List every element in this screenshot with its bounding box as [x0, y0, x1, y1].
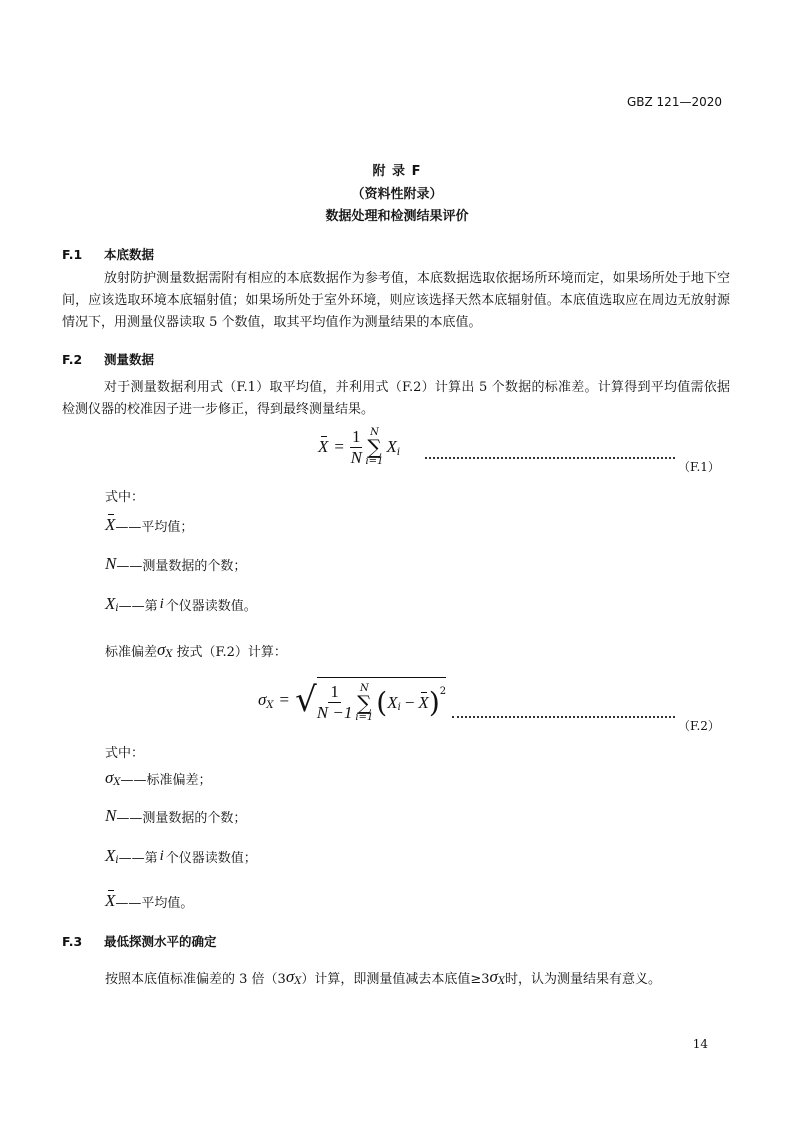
x-symbol: X [386, 437, 397, 456]
x-subscript: i [115, 854, 119, 866]
section-number: F.2 [62, 352, 83, 367]
definition-text: ——测量数据的个数； [116, 810, 247, 826]
section-f1-body: 放射防护测量数据需附有相应的本底数据作为参考值，本底数据选取依据场所环境而定，如果场所处于地下空间，应该选取环境本底辐射值；如果场所处于室外环境，则应该选择天然本底辐射值。本底值选取应在周边无放射源情况下，用测量仪器读取 5 个数值，取其平均值作为测量结果的本底值。 [62, 271, 730, 330]
denominator: N [350, 447, 362, 467]
sqrt-sign: √ [295, 680, 317, 720]
definition-text: 个仪器读数值； [165, 850, 257, 866]
sigma-subscript: X [113, 776, 121, 788]
fraction [350, 427, 363, 468]
definition-text: ——第 [118, 850, 158, 866]
sigma-subscript: X [266, 699, 274, 711]
definition-text: ——测量数据的个数； [116, 558, 247, 574]
definition-text: ——第 [118, 598, 158, 614]
appendix-title: 数据处理和检测结果评价 [325, 209, 469, 224]
sigma-subscript: X [294, 975, 302, 987]
appendix-type: （资料性附录） [351, 187, 443, 202]
x-subscript: i [397, 702, 401, 713]
sigma-symbol: σ [285, 967, 295, 986]
x-bar-symbol: X [318, 437, 329, 456]
leader-dots [452, 716, 675, 718]
x-subscript: i [396, 446, 401, 458]
section-f3-body [105, 967, 661, 987]
x-bar-symbol: X [418, 692, 429, 712]
i-symbol: i [159, 847, 164, 864]
definition-text: ——平均值； [115, 519, 194, 535]
definition-n [105, 806, 246, 826]
document-code: GBZ 121—2020 [626, 95, 722, 109]
sigma-symbol: σ [258, 690, 267, 709]
definition-text: ——标准偏差； [120, 772, 212, 788]
x-bar-symbol: X [105, 515, 116, 534]
definition-xbar [105, 891, 193, 911]
equals-sign: = [334, 437, 344, 456]
section-number: F.1 [62, 247, 83, 262]
summation [365, 427, 383, 467]
section-title: 测量数据 [104, 352, 155, 367]
where-label: 式中： [105, 490, 145, 505]
sum-sign: ∑ [357, 690, 372, 715]
section-f2-body: 对于测量数据利用式（F.1）取平均值，并利用式（F.2）计算出 5 个数据的标准差。计算得到平均值需依据检测仪器的校准因子进一步修正，得到最终测量结果。 [62, 380, 730, 417]
definition-text: ——平均值。 [115, 895, 194, 911]
sigma-subscript: X [497, 975, 506, 987]
equation-f2 [258, 672, 446, 728]
sum-lower: i=1 [365, 456, 384, 467]
definition-n [105, 554, 246, 574]
denominator: N −1 [316, 703, 353, 722]
page-number: 14 [692, 1037, 708, 1051]
std-intro [105, 640, 287, 660]
sqrt-content [317, 677, 446, 723]
sigma-symbol: σ [157, 640, 166, 659]
appendix-label: 附 录 F [372, 164, 422, 179]
sigma-symbol: σ [489, 967, 498, 986]
body-text: 时，认为测量结果有意义。 [505, 971, 662, 987]
body-text: 按照本底值标准偏差的 3 倍（3 [105, 971, 286, 987]
x-bar-symbol: X [105, 891, 116, 910]
n-symbol: N [105, 806, 117, 825]
section-title: 最低探测水平的确定 [104, 934, 217, 949]
equals-sign: = [279, 690, 290, 709]
definition-xi [105, 594, 257, 614]
section-heading-f1 [62, 245, 154, 263]
exponent: 2 [439, 686, 447, 697]
numerator: 1 [330, 682, 339, 701]
where-label: 式中： [105, 746, 145, 761]
sigma-subscript: X [165, 648, 173, 660]
sum-lower: i=1 [355, 711, 374, 723]
definition-xbar [105, 515, 193, 535]
sum-upper: N [370, 427, 379, 438]
sum-sign: ∑ [367, 435, 382, 459]
definition-xi [105, 846, 257, 866]
x-symbol: X [105, 846, 116, 865]
n-symbol: N [105, 554, 117, 573]
std-intro-text: 标准偏差 [105, 644, 158, 660]
section-heading-f2 [62, 350, 154, 368]
x-symbol: X [387, 692, 398, 712]
equation-tag-f1: （F.1） [678, 460, 720, 474]
fraction [317, 682, 353, 723]
i-symbol: i [159, 595, 164, 612]
section-heading-f3 [62, 932, 217, 950]
right-paren: ) [428, 686, 440, 719]
definition-sigma [105, 768, 212, 788]
x-symbol: X [105, 594, 116, 613]
equation-f1 [318, 425, 400, 469]
x-subscript: i [115, 602, 119, 614]
section-number: F.3 [62, 934, 83, 949]
left-paren: ( [376, 686, 388, 719]
numerator: 1 [351, 426, 361, 446]
section-title: 本底数据 [104, 247, 155, 262]
body-text: ）计算，即测量值减去本底值≥3 [301, 971, 490, 987]
sum-upper: N [359, 682, 369, 694]
sigma-symbol: σ [105, 768, 114, 787]
std-intro-text: 按式（F.2）计算： [176, 644, 287, 660]
minus-sign: − [404, 692, 415, 712]
summation [355, 683, 373, 723]
equation-tag-f2: （F.2） [678, 719, 720, 733]
leader-dots [425, 457, 675, 459]
definition-text: 个仪器读数值。 [165, 598, 257, 614]
